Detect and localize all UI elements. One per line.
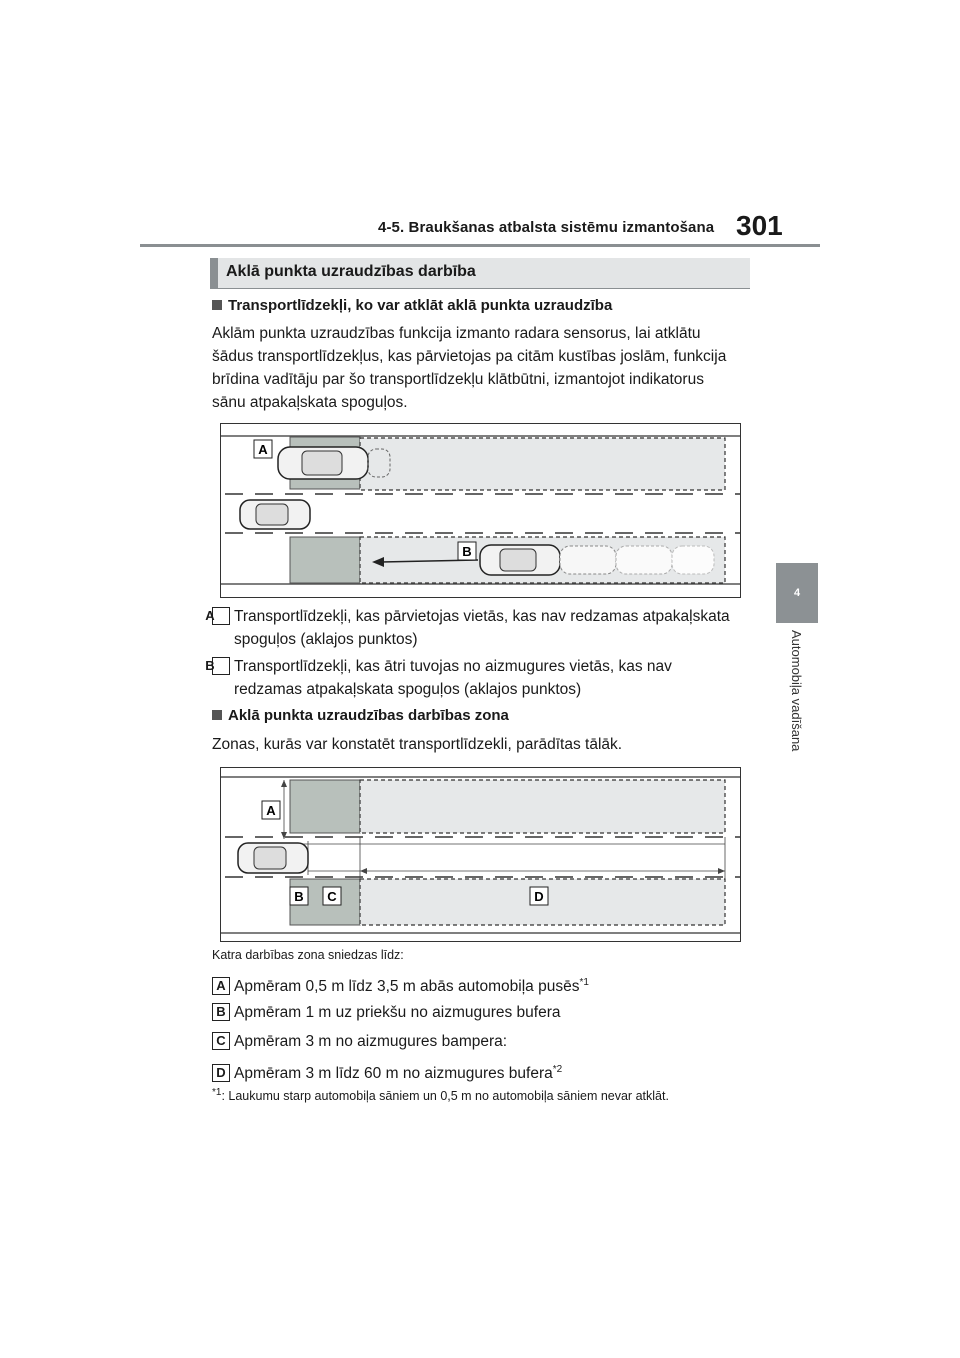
own-vehicle-icon (238, 843, 308, 873)
label-a: A (212, 977, 230, 995)
list-item: A Apmēram 0,5 m līdz 3,5 m abās automobiļa pusēs$^{*1}$ (212, 971, 752, 998)
list-item: C Apmēram 3 m no aizmugures bampera: (212, 1030, 752, 1053)
bullet-square-icon (212, 710, 222, 720)
list-item: D Apmēram 3 m līdz 60 m no aizmugures bufera$^{*2}$ (212, 1058, 752, 1085)
intro-paragraph (212, 322, 757, 414)
list-item: B Transportlīdzekļi, kas ātri tuvojas no aizmugures vietās, kas nav redzamas atpakaļskata spoguļos (aklajos punktos) (205, 658, 672, 698)
vehicle-b-icon (480, 545, 714, 575)
subheading-detectable-vehicles: Transportlīdzekļi, ko var atklāt aklā punkta uzraudzība (212, 297, 612, 314)
fig2-label-d: D (534, 889, 544, 904)
figure-caption: Katra darbības zona sniedzas līdz: (212, 948, 404, 962)
section-rule (210, 288, 750, 289)
footnote: $^{*1}$: Laukumu starp automobiļa sāniem un 0,5 m no automobiļa sāniem nevar atklāt. (212, 1087, 669, 1104)
chapter-tab-title: Automobiļa vadīšana (789, 630, 804, 752)
paragraph-line: sānu atpakaļskata spoguļos. (212, 394, 408, 411)
fig1-label-a: A (258, 442, 268, 457)
label-c: C (212, 1032, 230, 1050)
label-b: B (212, 1003, 230, 1021)
bullet-square-icon (212, 300, 222, 310)
section-title: Aklā punkta uzraudzības darbība (210, 258, 750, 288)
paragraph-line: Aklām punkta uzraudzības funkcija izmanto radara sensorus, lai atklātu (212, 325, 701, 342)
running-header: 4-5. Braukšanas atbalsta sistēmu izmantošana (378, 219, 715, 236)
list-item: A Transportlīdzekļi, kas pārvietojas vietās, kas nav redzamas atpakaļskata spoguļos (aklajos punktos) (205, 608, 730, 648)
fig1-label-b: B (462, 544, 472, 559)
own-vehicle-icon (240, 500, 310, 529)
zone-paragraph: Zonas, kurās var konstatēt transportlīdzekli, parādītas tālāk. (212, 736, 623, 753)
fig2-label-c: C (327, 889, 337, 904)
subheading-detection-zone: Aklā punkta uzraudzības darbības zona (212, 707, 509, 724)
figure-detectable-vehicles (220, 423, 741, 598)
fig2-label-b: B (294, 889, 304, 904)
paragraph-line: brīdina vadītāju par šo transportlīdzekļu klātbūtni, izmantojot indikatorus (212, 371, 704, 388)
label-d: D (212, 1064, 230, 1082)
label-a: A (212, 607, 230, 625)
fig2-label-a: A (266, 803, 276, 818)
chapter-tab: 4 (776, 563, 818, 623)
header-rule (140, 244, 820, 247)
label-b: B (212, 657, 230, 675)
list-item: B Apmēram 1 m uz priekšu no aizmugures bufera (212, 1001, 752, 1024)
figure-detection-zones (220, 767, 741, 942)
paragraph-line: šādus transportlīdzekļus, kas pārvietojas pa citām kustības joslām, funkcija (212, 348, 727, 365)
page-number: 301 (736, 210, 783, 241)
